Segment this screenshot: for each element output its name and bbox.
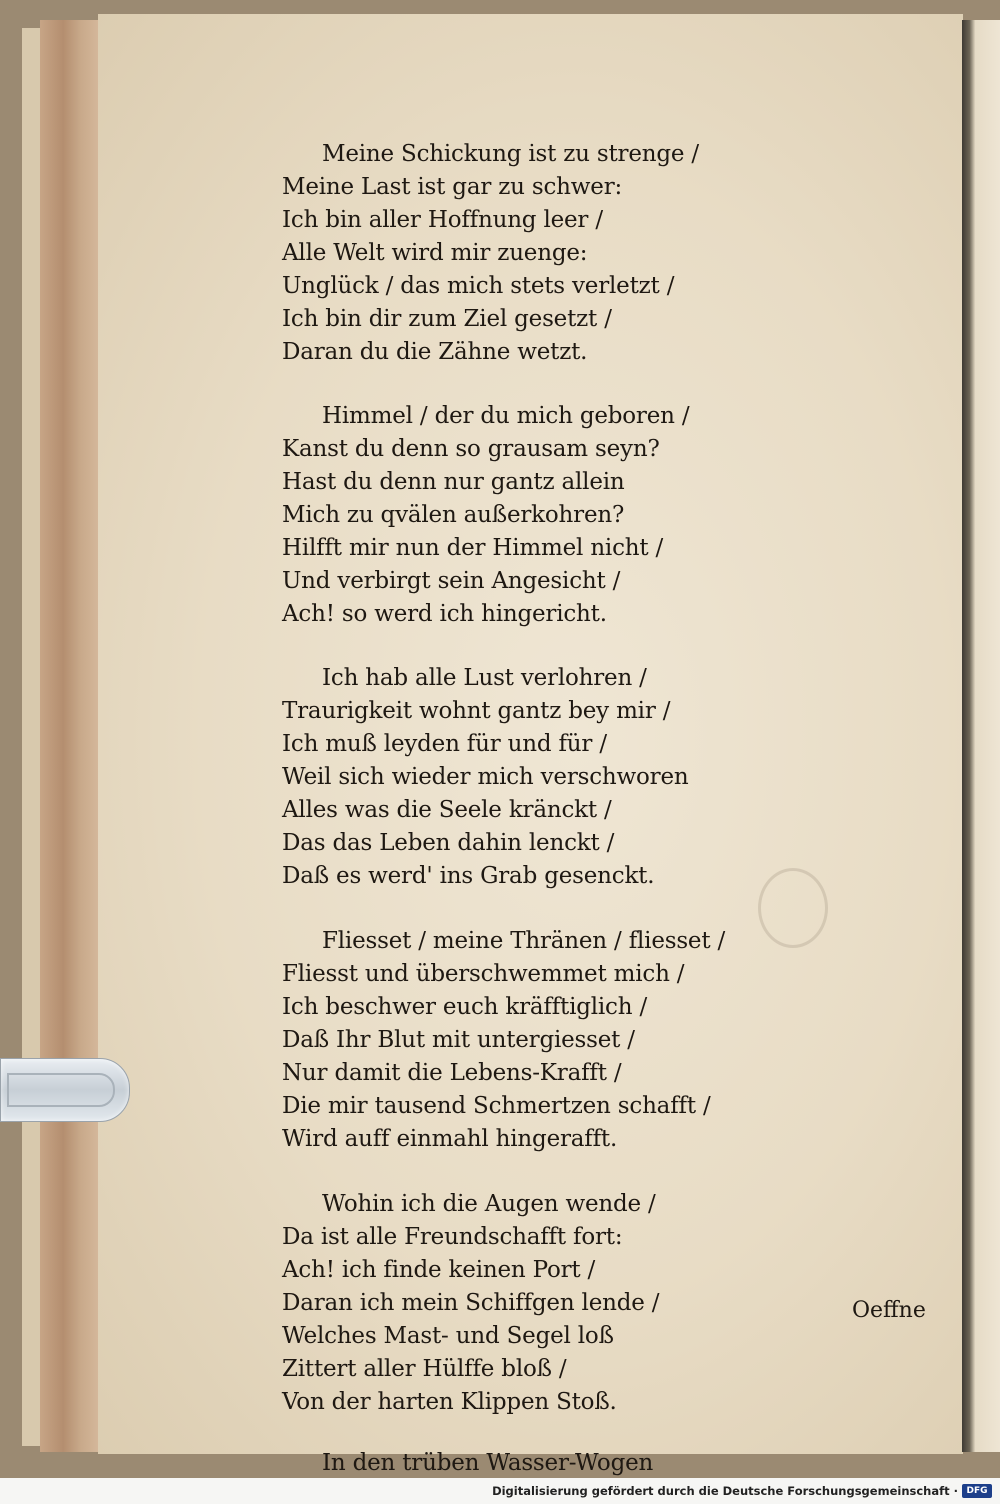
- verse-line: Ich hab alle Lust verlohren /: [322, 665, 647, 691]
- verse-line: Kanst du denn so grausam seyn?: [282, 436, 660, 462]
- book-spine-edge: [40, 20, 98, 1452]
- verse-line: Alle Welt wird mir zuenge:: [282, 240, 588, 266]
- stanza: [282, 662, 702, 893]
- verse-line: Daß Ihr Blut mit untergiesset /: [282, 1027, 635, 1053]
- verse-line: Von der harten Klippen Stoß.: [282, 1389, 617, 1415]
- verse-line: Hilfft mir nun der Himmel nicht /: [282, 535, 664, 561]
- verse-line: Unglück / das mich stets verletzt /: [282, 273, 675, 299]
- book-edge: [22, 28, 40, 1446]
- verse-line: Ich bin aller Hoffnung leer /: [282, 207, 603, 233]
- paper-clip-icon: [0, 1058, 130, 1122]
- verse-line: Wird auff einmahl hingerafft.: [282, 1126, 618, 1152]
- verse-line: Himmel / der du mich geboren /: [322, 403, 690, 429]
- stanza: [282, 1447, 702, 1478]
- verse-line: Mich zu qvälen außerkohren?: [282, 502, 625, 528]
- verse-line: Alles was die Seele kränckt /: [282, 797, 612, 823]
- verse-line: Fliesset / meine Thränen / fliesset /: [322, 928, 726, 954]
- verse-line: Fliesst und überschwemmet mich /: [282, 961, 685, 987]
- verse-line: Meine Schickung ist zu strenge /: [322, 141, 699, 167]
- verse-line: Meine Last ist gar zu schwer:: [282, 174, 623, 200]
- verse-line: Welches Mast- und Segel loß: [282, 1323, 614, 1349]
- verse-line: Ach! ich finde keinen Port /: [282, 1257, 596, 1283]
- verse-line: Ich bin dir zum Ziel gesetzt /: [282, 306, 612, 332]
- verse-line: Hast du denn nur gantz allein: [282, 469, 625, 495]
- verse-line: Daran ich mein Schiffgen lende /: [282, 1290, 660, 1316]
- verse-line: Daran du die Zähne wetzt.: [282, 339, 588, 365]
- verse-line: In den trüben Wasser-Wogen: [322, 1450, 654, 1476]
- verse-line: Zittert aller Hülffe bloß /: [282, 1356, 567, 1382]
- stanza: [282, 138, 702, 369]
- verse-line: Wohin ich die Augen wende /: [322, 1191, 656, 1217]
- verse-line: Da ist alle Freundschafft fort:: [282, 1224, 623, 1250]
- verse-line: Ach! so werd ich hingericht.: [282, 601, 607, 627]
- verse-line: Das das Leben dahin lenckt /: [282, 830, 615, 856]
- verse-line: Weil sich wieder mich verschworen: [282, 764, 689, 790]
- show-through-ornament: [758, 868, 828, 948]
- stanza: [282, 925, 726, 1156]
- facing-page-edge: [962, 20, 1000, 1452]
- verse-line: Ich muß leyden für und für /: [282, 731, 607, 757]
- verse-line: Traurigkeit wohnt gantz bey mir /: [282, 698, 671, 724]
- poem: [282, 138, 726, 1478]
- catchword: Oeffne: [852, 1298, 926, 1323]
- stanza: [282, 1188, 702, 1419]
- verse-line: Und verbirgt sein Angesicht /: [282, 568, 621, 594]
- verse-line: Nur damit die Lebens-Krafft /: [282, 1060, 622, 1086]
- digitization-credit: Digitalisierung gefördert durch die Deutsche Forschungsgemeinschaft ·: [492, 1484, 958, 1498]
- verse-line: Die mir tausend Schmertzen schafft /: [282, 1093, 711, 1119]
- verse-line: Daß es werd' ins Grab gesenckt.: [282, 863, 655, 889]
- stanza: [282, 400, 702, 631]
- dfg-logo: DFG: [962, 1484, 992, 1498]
- verse-line: Ich beschwer euch kräfftiglich /: [282, 994, 648, 1020]
